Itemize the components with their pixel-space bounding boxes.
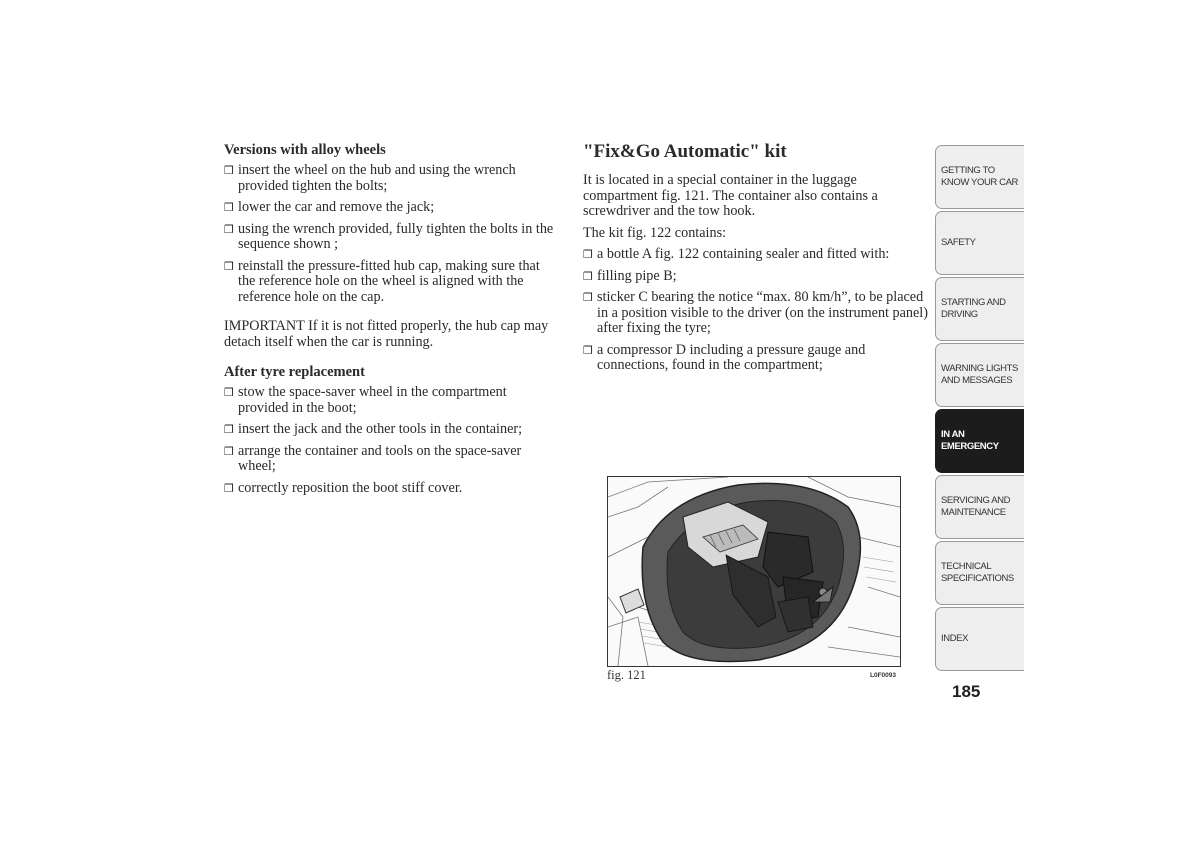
list-item: ❒ filling pipe B; bbox=[583, 267, 677, 284]
checkbox-bullet-icon: ❒ bbox=[224, 222, 234, 236]
section-heading: "Fix&Go Automatic" kit bbox=[583, 141, 787, 162]
checkbox-bullet-icon: ❒ bbox=[224, 423, 234, 436]
important-note: IMPORTANT If it is not fitted properly, the hub cap may detach itself when the car is running. bbox=[224, 318, 549, 350]
checkbox-bullet-icon: ❒ bbox=[224, 481, 234, 495]
list-item: ❒ using the wrench provided, fully tighten the bolts in the sequence shown ; bbox=[224, 220, 554, 252]
list-item: ❒ correctly reposition the boot stiff cover. bbox=[224, 479, 463, 496]
kit-contents-intro: The kit fig. 122 contains: bbox=[583, 224, 727, 241]
checkbox-bullet-icon: ❒ bbox=[224, 259, 234, 273]
list-item: ❒ lower the car and remove the jack; bbox=[224, 199, 435, 215]
tab-starting-and-driving[interactable]: STARTING AND DRIVING bbox=[935, 277, 1024, 341]
list-item: ❒ arrange the container and tools on the space-saver wheel; bbox=[224, 442, 522, 474]
list-item: ❒ sticker C bearing the notice “max. 80 km/h”, to be placed in a position visible to the driver (on the instrument panel) after fixing the tyre; bbox=[583, 289, 928, 336]
tab-index[interactable]: INDEX bbox=[935, 607, 1024, 671]
checkbox-bullet-icon: ❒ bbox=[224, 444, 234, 458]
list-item: ❒ reinstall the pressure-fitted hub cap, making sure that the reference hole on the wheel is aligned with the reference hole on the cap. bbox=[224, 257, 540, 305]
tab-getting-to-know-your-car[interactable]: GETTING TO KNOW YOUR CAR bbox=[935, 145, 1024, 209]
chapter-tabs bbox=[935, 145, 1024, 673]
tab-in-an-emergency[interactable]: IN AN EMERGENCY bbox=[935, 409, 1024, 473]
alloy-steps-list bbox=[224, 163, 560, 305]
figure-caption: fig. 121 bbox=[607, 668, 646, 682]
figure-code: L0F0093 bbox=[870, 672, 897, 679]
after-steps-list bbox=[224, 385, 560, 496]
luggage-compartment-drawing bbox=[608, 477, 900, 666]
list-item: ❒ a bottle A fig. 122 containing sealer and fitted with: bbox=[583, 246, 890, 262]
checkbox-bullet-icon: ❒ bbox=[583, 291, 593, 304]
alloy-wheels-heading: Versions with alloy wheels bbox=[224, 142, 386, 158]
checkbox-bullet-icon: ❒ bbox=[224, 164, 234, 177]
figure-121-illustration bbox=[607, 476, 901, 667]
list-item: ❒ stow the space-saver wheel in the compartment provided in the boot; bbox=[224, 384, 507, 416]
right-column bbox=[583, 142, 928, 380]
list-item: ❒ insert the wheel on the hub and using the wrench provided tighten the bolts; bbox=[224, 162, 516, 194]
checkbox-bullet-icon: ❒ bbox=[583, 343, 593, 357]
tab-servicing-and-maintenance[interactable]: SERVICING AND MAINTENANCE bbox=[935, 475, 1024, 539]
after-replacement-heading: After tyre replacement bbox=[224, 364, 365, 380]
tab-safety[interactable]: SAFETY bbox=[935, 211, 1024, 275]
list-item: ❒ insert the jack and the other tools in the container; bbox=[224, 421, 523, 437]
checkbox-bullet-icon: ❒ bbox=[583, 269, 593, 283]
tab-warning-lights-and-messages[interactable]: WARNING LIGHTS AND MESSAGES bbox=[935, 343, 1024, 407]
tab-technical-specifications[interactable]: TECHNICAL SPECIFICATIONS bbox=[935, 541, 1024, 605]
kit-intro-paragraph: It is located in a special container in the luggage compartment fig. 121. The container also contains a screwdriver and the tow hook. bbox=[583, 172, 878, 219]
checkbox-bullet-icon: ❒ bbox=[583, 248, 593, 261]
list-item: ❒ a compressor D including a pressure gauge and connections, found in the compartment; bbox=[583, 341, 866, 373]
checkbox-bullet-icon: ❒ bbox=[224, 386, 234, 399]
kit-contents-list bbox=[583, 247, 928, 374]
checkbox-bullet-icon: ❒ bbox=[224, 201, 234, 214]
page-number: 185 bbox=[952, 682, 981, 701]
left-column bbox=[224, 142, 560, 502]
